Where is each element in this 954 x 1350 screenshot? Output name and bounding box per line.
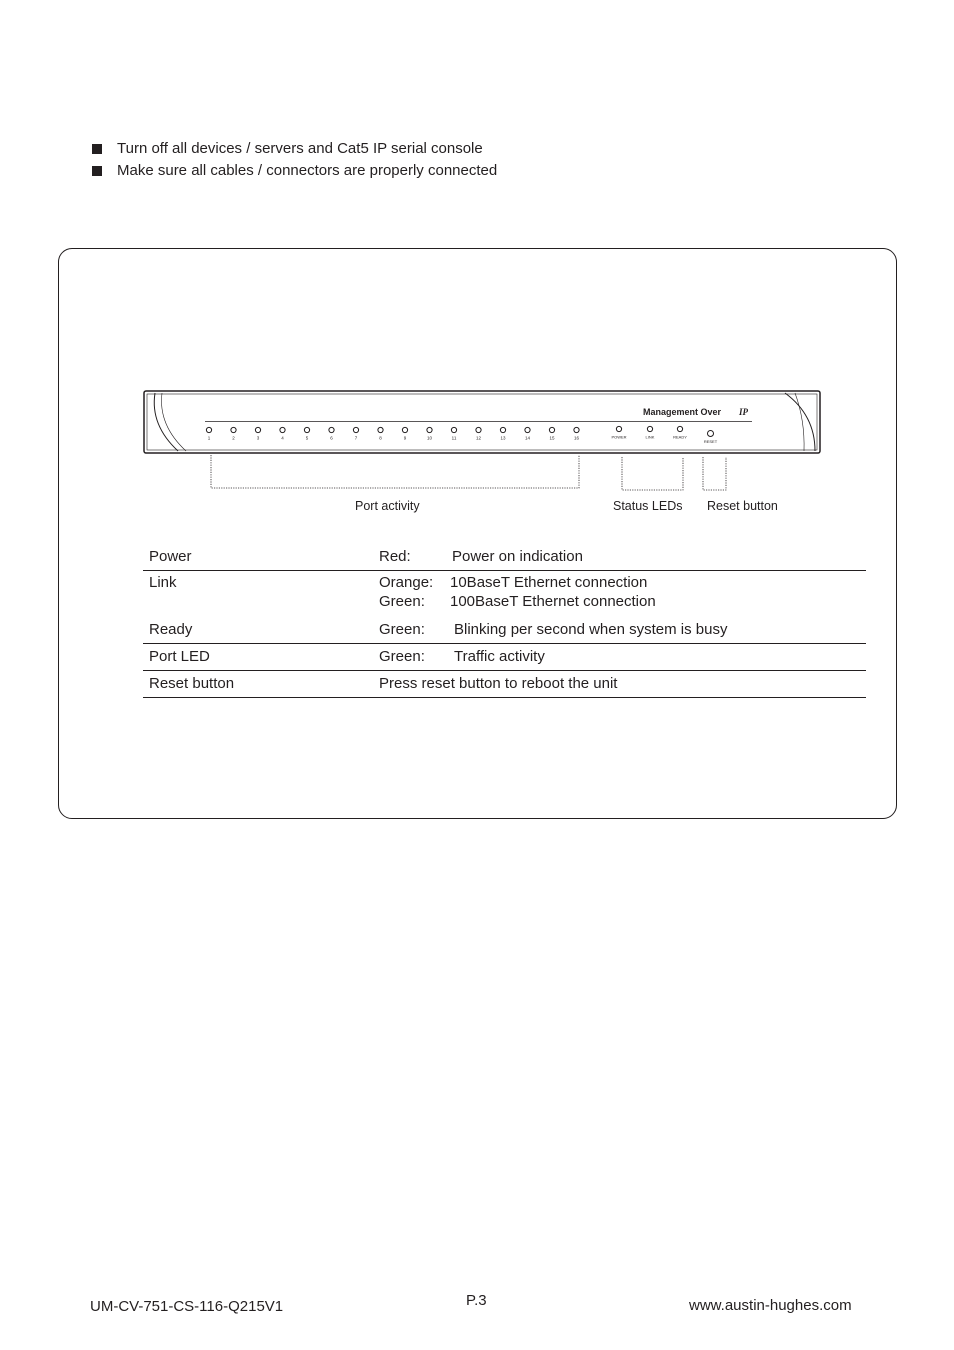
row-description: Traffic activity <box>454 648 545 665</box>
bullet-text: Turn off all devices / servers and Cat5 IP serial console <box>117 140 483 157</box>
row-detail <box>379 621 866 643</box>
device-outline <box>144 391 820 453</box>
port-led-icon <box>549 427 554 432</box>
port-number-label: 10 <box>426 435 433 441</box>
row-detail <box>379 574 866 621</box>
color-key: Orange: <box>379 574 434 591</box>
port-number-label: 5 <box>305 435 309 441</box>
status-led-label: LINK <box>645 434 655 440</box>
reset-button-bracket <box>703 457 726 490</box>
port-led-icon <box>574 427 579 432</box>
port-number-label: 12 <box>475 435 482 441</box>
status-led-icon <box>616 426 621 431</box>
port-number-label: 14 <box>524 435 531 441</box>
table-row <box>143 541 866 571</box>
table-row <box>143 571 866 621</box>
reset-button-callout: Reset button <box>707 499 778 513</box>
port-led-icon <box>206 427 211 432</box>
status-leds-callout: Status LEDs <box>613 499 683 513</box>
port-led-icon <box>402 427 407 432</box>
row-name: Reset button <box>149 675 235 692</box>
website-link[interactable]: www.austin-hughes.com <box>689 1297 852 1314</box>
brand-suffix: IP <box>739 407 748 417</box>
status-led-icon <box>677 426 682 431</box>
brand-text: Management Over <box>643 407 722 417</box>
port-number-label: 9 <box>403 435 407 441</box>
port-led-icon <box>500 427 505 432</box>
port-led-icon <box>329 427 334 432</box>
row-name: Port LED <box>149 648 210 665</box>
reset-label: RESET <box>703 439 718 444</box>
port-led-icon <box>280 427 285 432</box>
row-detail <box>379 548 866 565</box>
port-number-label: 16 <box>573 435 580 441</box>
port-activity-bracket <box>211 455 579 488</box>
port-number-label: 15 <box>549 435 555 441</box>
color-key: Green: <box>379 593 425 610</box>
port-number-label: 7 <box>354 435 358 441</box>
reset-button[interactable] <box>708 431 714 437</box>
color-key: Red: <box>379 548 411 565</box>
document-code: UM-CV-751-CS-116-Q215V1 <box>90 1298 284 1315</box>
port-led-icon <box>427 427 432 432</box>
port-led-icon <box>255 427 260 432</box>
table-row <box>143 644 866 671</box>
left-bezel-curve <box>162 393 187 451</box>
status-led-label: POWER <box>611 434 627 440</box>
port-led-group <box>206 427 579 440</box>
port-number-label: 13 <box>500 435 506 441</box>
port-led-icon <box>231 427 236 432</box>
color-key: Green: <box>379 621 425 638</box>
right-bezel-curve <box>785 393 815 451</box>
status-led-label: READY <box>673 434 687 440</box>
left-bezel-curve <box>154 393 178 451</box>
port-led-icon <box>525 427 530 432</box>
port-number-label: 2 <box>232 435 235 441</box>
row-description: Power on indication <box>452 548 583 565</box>
port-number-label: 4 <box>281 435 284 441</box>
status-leds-bracket <box>622 457 683 490</box>
row-description: Press reset button to reboot the unit <box>379 675 618 692</box>
status-led-group <box>611 426 687 439</box>
row-description: Blinking per second when system is busy <box>454 621 728 638</box>
port-led-icon <box>353 427 358 432</box>
row-name: Power <box>149 548 192 565</box>
right-bezel-curve <box>795 393 804 451</box>
row-description: 100BaseT Ethernet connection <box>450 593 656 610</box>
port-number-label: 1 <box>207 435 211 441</box>
row-detail <box>379 648 866 670</box>
port-led-icon <box>378 427 383 432</box>
row-description: 10BaseT Ethernet connection <box>450 574 648 591</box>
port-led-icon <box>451 427 456 432</box>
bullet-text: Make sure all cables / connectors are properly connected <box>117 162 498 179</box>
table-row <box>143 671 866 698</box>
port-number-label: 11 <box>451 435 457 441</box>
status-led-icon <box>647 426 652 431</box>
port-number-label: 3 <box>256 435 260 441</box>
table-row <box>143 621 866 644</box>
led-description-table <box>143 541 866 698</box>
port-number-label: 8 <box>379 435 382 441</box>
row-name: Ready <box>149 621 193 638</box>
port-number-label: 6 <box>330 435 333 441</box>
color-key: Green: <box>379 648 425 665</box>
port-led-icon <box>476 427 481 432</box>
row-name: Link <box>149 574 177 591</box>
page-number: P.3 <box>466 1292 487 1309</box>
port-led-icon <box>304 427 309 432</box>
port-activity-callout: Port activity <box>355 499 420 513</box>
